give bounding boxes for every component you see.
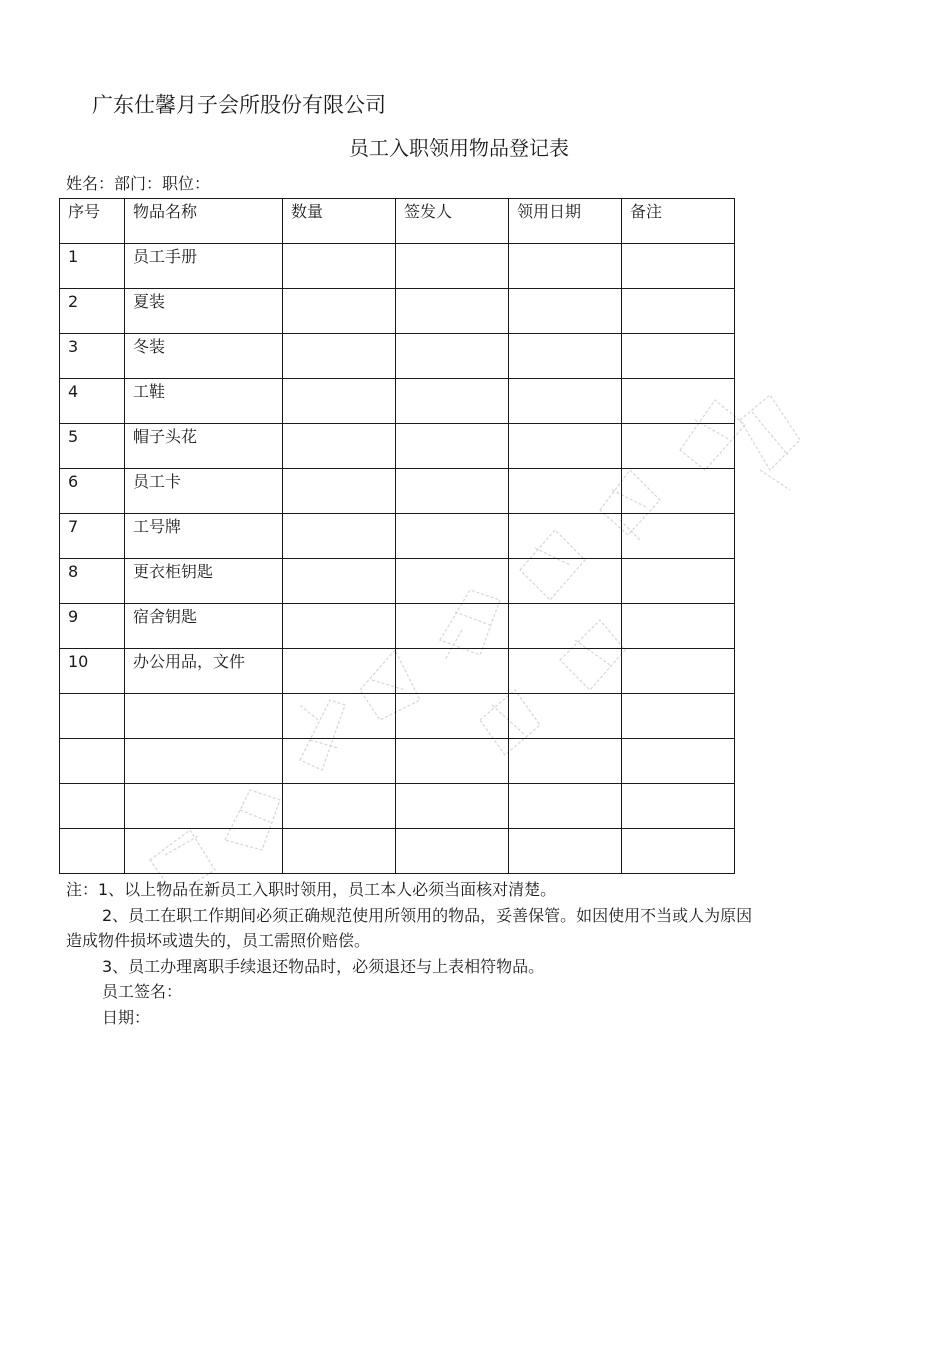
cell-date	[509, 379, 622, 424]
table-row	[60, 469, 735, 514]
cell-quantity	[283, 514, 396, 559]
cell-item-name: 帽子头花	[125, 424, 283, 469]
cell-item-name: 员工卡	[125, 469, 283, 514]
column-header-quantity: 数量	[283, 199, 396, 244]
cell-index: 1	[60, 244, 125, 289]
cell-index: 10	[60, 649, 125, 694]
cell-index: 4	[60, 379, 125, 424]
cell-quantity	[283, 739, 396, 784]
cell-issuer	[396, 829, 509, 874]
cell-issuer	[396, 559, 509, 604]
table-row	[60, 649, 735, 694]
cell-date	[509, 469, 622, 514]
cell-index: 2	[60, 289, 125, 334]
table-row	[60, 694, 735, 739]
table-row	[60, 784, 735, 829]
table-row	[60, 289, 735, 334]
note-2-line-1: 2、员工在职工作期间必须正确规范使用所领用的物品，妥善保管。如因使用不当或人为原因	[102, 905, 753, 925]
cell-date	[509, 559, 622, 604]
cell-item-name: 工号牌	[125, 514, 283, 559]
cell-quantity	[283, 379, 396, 424]
cell-quantity	[283, 469, 396, 514]
cell-item-name: 更衣柜钥匙	[125, 559, 283, 604]
notes-section	[66, 877, 846, 1030]
cell-quantity	[283, 829, 396, 874]
cell-quantity	[283, 559, 396, 604]
note-3: 3、员工办理离职手续退还物品时，必须退还与上表相符物品。	[102, 956, 545, 976]
employee-signature-label: 员工签名：	[102, 982, 183, 1001]
cell-item-name	[125, 784, 283, 829]
cell-remarks	[622, 334, 735, 379]
cell-issuer	[396, 379, 509, 424]
cell-date	[509, 649, 622, 694]
cell-quantity	[283, 784, 396, 829]
cell-item-name: 工鞋	[125, 379, 283, 424]
cell-remarks	[622, 289, 735, 334]
cell-remarks	[622, 514, 735, 559]
table-row	[60, 739, 735, 784]
table-row	[60, 604, 735, 649]
table-row	[60, 829, 735, 874]
cell-issuer	[396, 334, 509, 379]
employee-info-line: 姓名：部门：职位：	[66, 174, 211, 193]
table-row	[60, 559, 735, 604]
cell-issuer	[396, 514, 509, 559]
cell-remarks	[622, 694, 735, 739]
cell-issuer	[396, 424, 509, 469]
cell-date	[509, 514, 622, 559]
table-header-row	[60, 199, 735, 244]
cell-index: 5	[60, 424, 125, 469]
cell-quantity	[283, 424, 396, 469]
cell-date	[509, 424, 622, 469]
cell-remarks	[622, 649, 735, 694]
column-header-date: 领用日期	[509, 199, 622, 244]
cell-date	[509, 739, 622, 784]
cell-quantity	[283, 244, 396, 289]
cell-issuer	[396, 694, 509, 739]
column-header-remarks: 备注	[622, 199, 735, 244]
form-title: 员工入职领用物品登记表	[349, 136, 569, 160]
cell-issuer	[396, 649, 509, 694]
cell-issuer	[396, 604, 509, 649]
cell-date	[509, 694, 622, 739]
item-register-table	[59, 198, 735, 874]
column-header-item-name: 物品名称	[125, 199, 283, 244]
table-row	[60, 514, 735, 559]
cell-quantity	[283, 649, 396, 694]
cell-date	[509, 244, 622, 289]
table-row	[60, 424, 735, 469]
cell-remarks	[622, 559, 735, 604]
cell-issuer	[396, 244, 509, 289]
cell-index: 3	[60, 334, 125, 379]
table-body	[60, 244, 735, 874]
cell-item-name: 员工手册	[125, 244, 283, 289]
cell-item-name: 冬装	[125, 334, 283, 379]
cell-remarks	[622, 784, 735, 829]
cell-date	[509, 604, 622, 649]
cell-date	[509, 289, 622, 334]
cell-index	[60, 829, 125, 874]
cell-item-name	[125, 829, 283, 874]
cell-index: 8	[60, 559, 125, 604]
column-header-index: 序号	[60, 199, 125, 244]
cell-item-name: 夏装	[125, 289, 283, 334]
cell-quantity	[283, 334, 396, 379]
cell-remarks	[622, 379, 735, 424]
cell-item-name	[125, 739, 283, 784]
table-row	[60, 334, 735, 379]
cell-item-name: 办公用品，文件	[125, 649, 283, 694]
cell-index: 6	[60, 469, 125, 514]
cell-quantity	[283, 289, 396, 334]
table-row	[60, 244, 735, 289]
cell-index	[60, 739, 125, 784]
cell-issuer	[396, 739, 509, 784]
cell-index: 9	[60, 604, 125, 649]
cell-item-name: 宿舍钥匙	[125, 604, 283, 649]
cell-issuer	[396, 289, 509, 334]
cell-remarks	[622, 244, 735, 289]
cell-remarks	[622, 739, 735, 784]
cell-remarks	[622, 604, 735, 649]
cell-index	[60, 784, 125, 829]
cell-quantity	[283, 604, 396, 649]
company-name: 广东仕馨月子会所股份有限公司	[92, 93, 386, 117]
cell-remarks	[622, 424, 735, 469]
column-header-issuer: 签发人	[396, 199, 509, 244]
cell-quantity	[283, 694, 396, 739]
note-2-line-2: 造成物件损坏或遗失的，员工需照价赔偿。	[66, 931, 371, 950]
cell-issuer	[396, 784, 509, 829]
cell-remarks	[622, 469, 735, 514]
cell-issuer	[396, 469, 509, 514]
cell-date	[509, 784, 622, 829]
table-row	[60, 379, 735, 424]
cell-remarks	[622, 829, 735, 874]
note-1: 注：1、以上物品在新员工入职时领用，员工本人必须当面核对清楚。	[66, 880, 557, 899]
cell-index	[60, 694, 125, 739]
cell-date	[509, 829, 622, 874]
date-label: 日期：	[102, 1007, 151, 1027]
cell-date	[509, 334, 622, 379]
cell-item-name	[125, 694, 283, 739]
cell-index: 7	[60, 514, 125, 559]
